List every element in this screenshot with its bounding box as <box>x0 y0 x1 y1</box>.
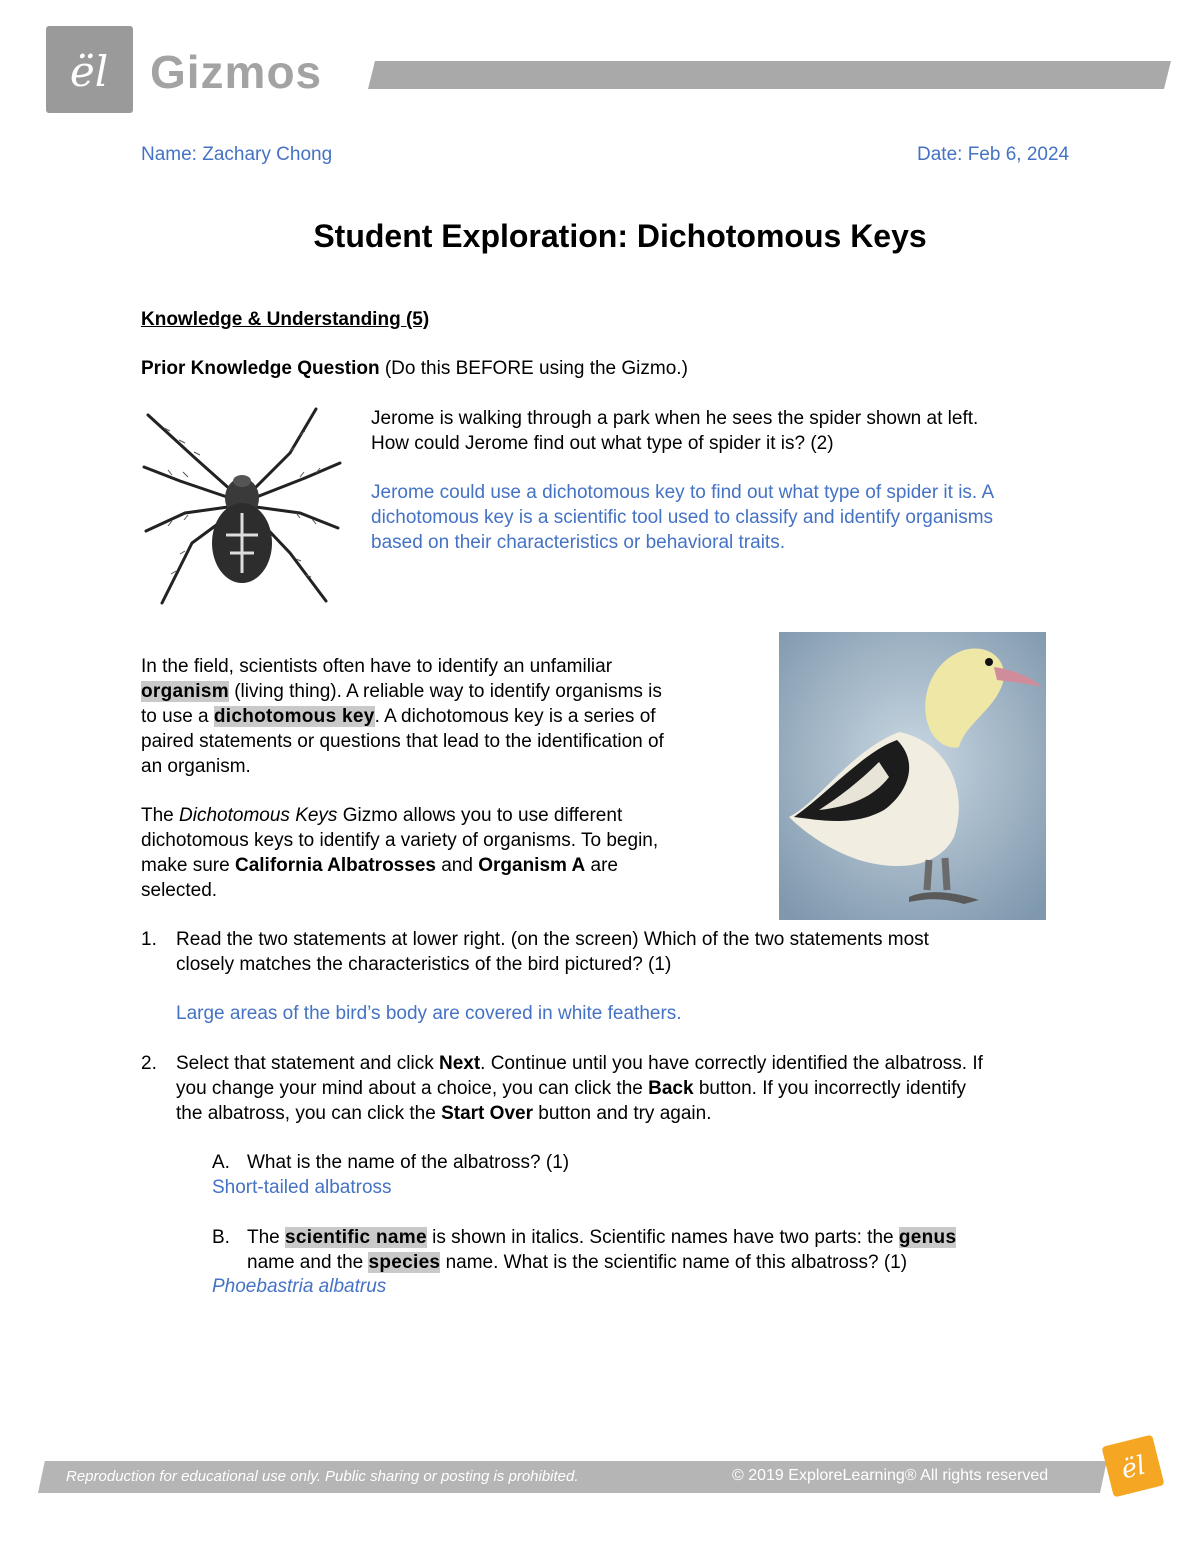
question-2-number: 2. <box>141 1053 157 1074</box>
svg-text:ël: ël <box>69 47 109 96</box>
prior-answer: Jerome could use a dichotomous key to find out what type of spider it is. A dichotomous key is a scientific tool used to classify and identify organisms based on their characteristics or behavioral traits. <box>371 482 995 553</box>
term-organism: organism <box>141 681 229 702</box>
footer-copyright: © 2019 ExploreLearning® All rights reserved <box>732 1467 1049 1484</box>
header-bar <box>368 61 1171 89</box>
question-2-text: Select that statement and click Next. Continue until you have correctly identified the albatross. If you change your mind about a choice, you can click the Back button. If you incorrectly identify the albatross, you can click the Start Over button and try again. <box>176 1053 983 1124</box>
subquestion-b-text: The scientific name is shown in italics. Scientific names have two parts: the genus name and the species name. What is the scientific name of this albatross? (1) <box>247 1227 957 1273</box>
subquestion-b-letter: B. <box>212 1227 230 1248</box>
subquestion-a-text: What is the name of the albatross? (1) <box>247 1152 570 1173</box>
subquestion-a-answer: Short-tailed albatross <box>212 1177 392 1198</box>
explorelearning-logo-icon <box>1101 1434 1164 1497</box>
intro-paragraph-2: The Dichotomous Keys Gizmo allows you to use different dichotomous keys to identify a variety of organisms. To begin, make sure California Albatrosses and Organism A are selected. <box>141 805 659 901</box>
subquestion-a-letter: A. <box>212 1152 230 1173</box>
svg-text:ël: ël <box>1118 1450 1149 1486</box>
page-title: Student Exploration: Dichotomous Keys <box>313 218 927 254</box>
subquestion-b-answer: Phoebastria albatrus <box>212 1276 387 1297</box>
term-dichotomous-key: dichotomous key <box>213 706 375 727</box>
footer-notice: Reproduction for educational use only. Public sharing or posting is prohibited. <box>66 1468 579 1485</box>
spider-illustration <box>140 403 344 606</box>
date: Date: Feb 6, 2024 <box>917 144 1070 165</box>
question-1-text: Read the two statements at lower right. (on the screen) Which of the two statements most closely matches the characteristics of the bird pictured? (1) <box>176 929 929 975</box>
albatross-illustration <box>779 632 1046 920</box>
term-species: species <box>368 1252 441 1273</box>
question-1-answer: Large areas of the bird’s body are covered in white feathers. <box>176 1003 682 1024</box>
student-name: Name: Zachary Chong <box>141 144 333 165</box>
gizmos-wordmark: Gizmos <box>150 46 323 98</box>
prior-question: Jerome is walking through a park when he sees the spider shown at left. How could Jerome find out what type of spider it is? (2) <box>371 408 979 454</box>
section-heading: Knowledge & Understanding (5) <box>141 309 430 330</box>
prior-knowledge-heading: Prior Knowledge Question (Do this BEFORE using the Gizmo.) <box>141 358 688 379</box>
term-scientific-name: scientific name <box>285 1227 427 1248</box>
question-1-number: 1. <box>141 929 157 950</box>
gizmos-logo-icon <box>46 26 133 113</box>
term-genus: genus <box>898 1227 957 1248</box>
intro-paragraph-1: In the field, scientists often have to identify an unfamiliar organism (living thing). A reliable way to identify organisms is to use a dichotomous key. A dichotomous key is a series of paired statements or questions that lead to the identification of an organism. <box>141 656 664 777</box>
